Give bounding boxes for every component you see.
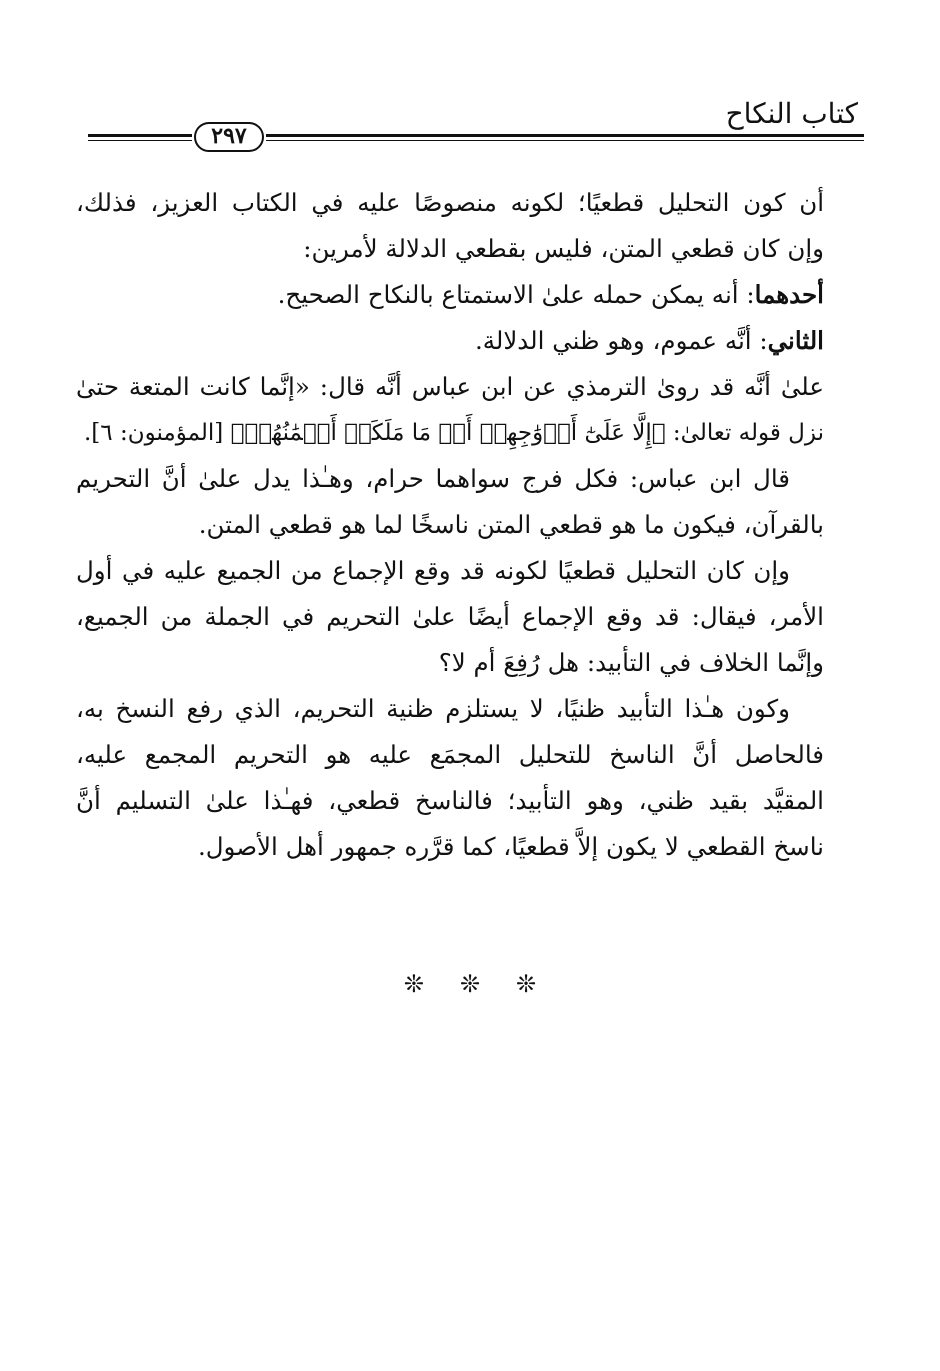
line-text: علىٰ أنَّه قد روىٰ الترمذي عن ابن عباس أنَّه قال: «إنَّما كانت المتعة حتىٰ <box>76 372 824 401</box>
text-line <box>76 180 824 226</box>
line-text: بالقرآن، فيكون ما هو قطعي المتن ناسخًا لما هو قطعي المتن. <box>198 510 824 539</box>
line-text: نزل قوله تعالىٰ: ﴿إِلَّا عَلَىٰٓ أَزۡوَٰجِهِمۡ أَوۡ مَا مَلَكَتۡ أَيۡمَٰنُهُمۡ﴾ [المؤمنون: ٦]. <box>83 420 824 446</box>
running-title: كتاب النكاح <box>725 97 858 130</box>
section-end-ornament <box>0 970 940 998</box>
header-rule-right <box>266 134 864 141</box>
line-text: وكون هـٰذا التأبيد ظنيًا، لا يستلزم ظنية التحريم، الذي رفع النسخ به، <box>76 694 790 723</box>
line-text: الأمر، فيقال: قد وقع الإجماع أيضًا علىٰ التحريم في الجملة من الجميع، <box>76 602 824 631</box>
line-text: ناسخ القطعي لا يكون إلاَّ قطعيًا، كما قرَّره جمهور أهل الأصول. <box>197 832 824 861</box>
line-text: : أنه يمكن حمله علىٰ الاستمتاع بالنكاح الصحيح. <box>277 280 755 309</box>
item-label: أحدهما <box>754 280 824 309</box>
text-line <box>76 640 824 686</box>
text-line <box>76 594 824 640</box>
text-line <box>76 686 824 732</box>
body-text <box>76 180 824 870</box>
line-text: قال ابن عباس: فكل فرج سواهما حرام، وهـٰذا يدل علىٰ أنَّ التحريم <box>76 464 790 493</box>
text-line <box>76 548 824 594</box>
text-line <box>76 502 824 548</box>
header-rule-left <box>88 134 192 141</box>
line-text: وإن كان قطعي المتن، فليس بقطعي الدلالة لأمرين: <box>303 234 824 263</box>
item-label: الثاني <box>767 326 824 355</box>
line-text: المقيَّد بقيد ظني، وهو التأبيد؛ فالناسخ قطعي، فهـٰذا علىٰ التسليم أنَّ <box>76 786 824 815</box>
text-line <box>76 824 824 870</box>
line-text: وإنَّما الخلاف في التأبيد: هل رُفِعَ أم لا؟ <box>438 648 824 677</box>
text-line <box>76 364 824 410</box>
line-text: وإن كان التحليل قطعيًا لكونه قد وقع الإجماع من الجميع عليه في أول <box>76 556 790 585</box>
page-header <box>88 96 864 156</box>
text-line <box>76 318 824 364</box>
text-line <box>76 226 824 272</box>
ornament-star: ❊ <box>403 970 424 998</box>
line-text: : أنَّه عموم، وهو ظني الدلالة. <box>474 326 768 355</box>
page-number: ٢٩٧ <box>194 122 264 152</box>
text-line <box>76 272 824 318</box>
text-line <box>76 732 824 778</box>
line-text: أن كون التحليل قطعيًا؛ لكونه منصوصًا عليه في الكتاب العزيز، فذلك، <box>76 188 824 217</box>
text-line <box>76 410 824 456</box>
ornament-star: ❊ <box>516 970 537 998</box>
ornament-star: ❊ <box>459 970 481 998</box>
text-line <box>76 778 824 824</box>
line-text: فالحاصل أنَّ الناسخ للتحليل المجمَع عليه هو التحريم المجمع عليه، <box>76 740 824 769</box>
text-line <box>76 456 824 502</box>
